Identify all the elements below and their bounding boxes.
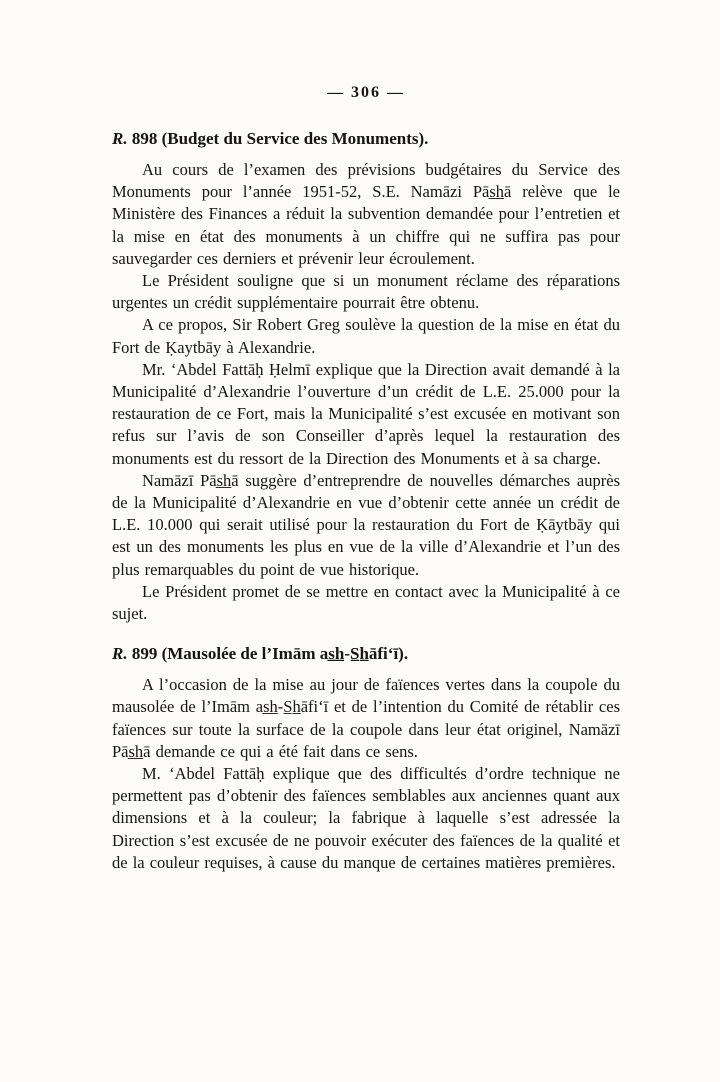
entry-899-heading-text: 899 (Mausolée de l’Imām as̲h̲-S̲h̲āfi‘ī). (127, 644, 409, 664)
entry-899 (112, 643, 620, 874)
entry-898-heading-text: 898 (Budget du Service des Monuments). (127, 129, 429, 148)
paragraph: A ce propos, Sir Robert Greg soulève la question de la mise en état du Fort de Ḳaytbāy à Alexandrie. (112, 315, 620, 357)
paragraph: Au cours de l’examen des prévisions budgétaires du Service des Monuments pour l’année 1951-52, S.E. Namāzi Pās̲h̲ā relève que le Ministère des Finances a réduit la subvention demandée pour l’entretien et la mise en état des monuments à un chiffre qui ne suffira pas pour sauvegarder ces derniers et prévenir leur écroulement. (112, 160, 620, 268)
paragraph: Mr. ‘Abdel Fattāḥ Ḥelmī explique que la Direction avait demandé à la Municipalité d’Alexandrie l’ouverture d’un crédit de L.E. 25.000 pour la restauration de ce Fort, mais la Municipalité s’est excusée en motivant son refus sur l’avis de son Conseiller d’après lequel la restauration des monuments est du ressort de la Direction des Monuments et à sa charge. (112, 359, 620, 468)
entry-899-heading-prefix: R. (112, 644, 128, 664)
paragraph: Namāzī Pās̲h̲ā suggère d’entreprendre de nouvelles démarches auprès de la Municipalité d’Alexandrie en vue d’obtenir cette année un crédit de L.E. 10.000 qui serait utilisé pour la restauration du Fort de Ḳāytbāy qui est un des monuments les plus en vue de la ville d’Alexandrie et l’un des plus remarquables du point de vue historique. (112, 470, 620, 579)
page-number: — 306 — (327, 84, 405, 101)
entry-898-heading-prefix: R. (112, 129, 128, 148)
entry-898-heading (112, 128, 620, 150)
paragraph: Le Président promet de se mettre en contact avec la Municipalité à ce sujet. (112, 581, 620, 624)
paragraph: A l’occasion de la mise au jour de faïences vertes dans la coupole du mausolée de l’Imām as̲h̲-S̲h̲āfi‘ī et de l’intention du Comité de rétablir ces faïences sur toute la surface de la coupole dans leur état originel, Namāzī Pās̲h̲ā demande ce qui a été fait dans ce sens. (112, 675, 620, 761)
paragraph: Le Président souligne que si un monument réclame des réparations urgentes un crédit supplémentaire pourrait être obtenu. (112, 271, 620, 313)
entry-898 (112, 128, 620, 625)
paragraph: M. ‘Abdel Fattāḥ explique que des difficultés d’ordre technique ne permettent pas d’obtenir des faïences semblables aux anciennes quant aux dimensions et à la couleur; la fabrique à laquelle s’est adressée la Direction s’est excusée de ne pouvoir exécuter des faïences de la qualité et de la couleur requises, à cause du manque de certaines matières premières. (112, 764, 620, 872)
entry-899-heading (112, 643, 620, 665)
